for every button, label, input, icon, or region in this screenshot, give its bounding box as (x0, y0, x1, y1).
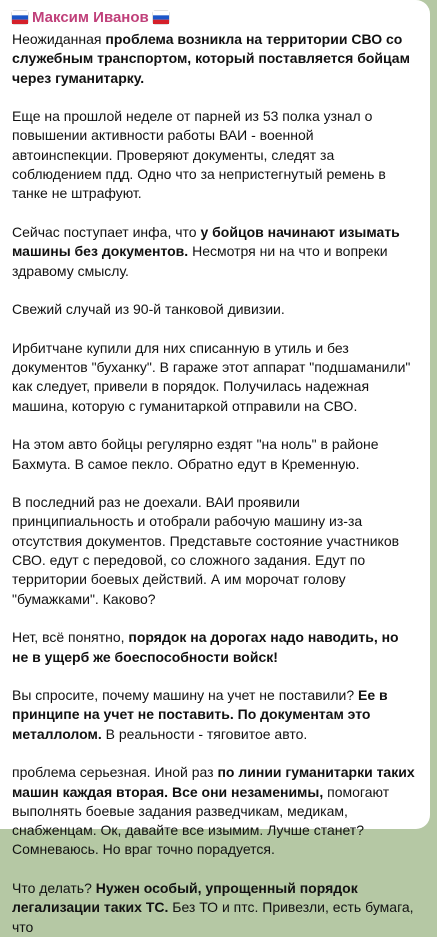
text-run: Несмотря ни на что и вопреки здравому смыслу. (12, 243, 388, 279)
message-paragraph (12, 493, 416, 609)
sender-name: Максим Иванов (32, 9, 149, 26)
bold-text: порядок на дорогах надо наводить, но не в ущерб же боеспособности войск! (12, 629, 399, 665)
text-run: Вы спросите, почему машину на учет не поставили? (12, 687, 359, 704)
message-paragraph (12, 107, 416, 203)
text-run: В реальности - тяговитое авто. (101, 725, 308, 742)
text-run: Что делать? (12, 880, 96, 897)
text-run: Без ТО и птс. Привезли, есть бумага, что (12, 899, 414, 935)
text-run: проблема серьезная. Иной раз (12, 764, 218, 781)
message-paragraph (12, 30, 416, 88)
russia-flag-icon (153, 11, 169, 24)
bold-text: Ее в принципе на учет не поставить. По документам это металлолом. (12, 687, 388, 742)
message-paragraph (12, 686, 416, 744)
bold-text: у бойцов начинают изымать машины без документов. (12, 223, 400, 260)
bold-text: Нужен особый, упрощенный порядок легализации таких ТС. (12, 880, 358, 916)
message-paragraph (12, 300, 416, 319)
text-run: Нет, всё понятно, (12, 629, 129, 646)
text-run: На этом авто бойцы регулярно ездят "на ноль" в районе Бахмута. В самое пекло. Обратно едут в Кременную. (12, 436, 379, 472)
text-run: Сейчас поступает инфа, что (12, 223, 201, 240)
text-run: помогают выполнять боевые задания разведчикам, медикам, снабженцам. Ок, давайте все изымим. Лучше станет? Сомневаюсь. Но враг точно порадуется. (12, 783, 390, 858)
russia-flag-icon (12, 11, 28, 24)
message-paragraph (12, 223, 416, 281)
text-run: Еще на прошлой неделе от парней из 53 полка узнал о повышении активности работы ВАИ - военной автоинспекции. Проверяют документы, следят за соблюдением пдд. Одно что за непристегнутый ремень в танке не штрафуют. (12, 108, 386, 202)
bold-text: по линии гуманитарки таких машин каждая вторая. Все они незаменимы, (12, 764, 415, 800)
message-paragraph (12, 879, 416, 937)
bold-text: проблема возникла на территории СВО со служебным транспортом, который поставляется бойцам через гуманитарку. (12, 31, 410, 86)
message-paragraph (12, 763, 416, 859)
message-sender[interactable] (12, 8, 416, 28)
text-run: Неожиданная (12, 31, 106, 47)
message-paragraph (12, 628, 416, 667)
message-paragraph (12, 339, 416, 416)
message-text (12, 30, 416, 937)
text-run: В последний раз не доехали. ВАИ проявили принципиальность и отобрали рабочую машину из-за отсутствия документов. Представьте состояние участников СВО. едут с передовой, со сложного задания. Едут по территории боевых действий. А им морочат голову "бумажками". Каково? (12, 494, 400, 607)
text-run: Свежий случай из 90-й танковой дивизии. (12, 301, 285, 318)
text-run: Ирбитчане купили для них списанную в утиль и без документов "буханку". В гараже этот аппарат "подшаманили" как следует, привели в порядок. Получилась надежная машина, которую с гуманитаркой отправили на СВО. (12, 339, 411, 414)
message-paragraph (12, 435, 416, 474)
